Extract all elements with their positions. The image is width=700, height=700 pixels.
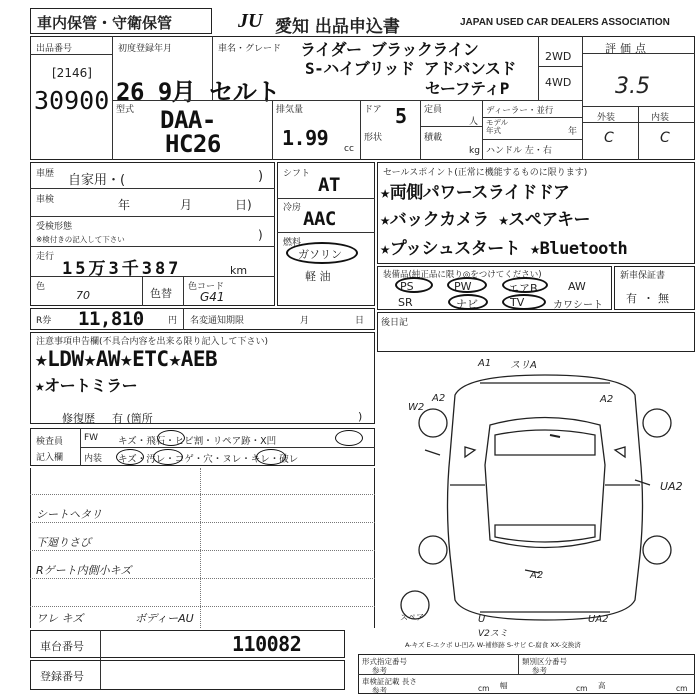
mileage-value: 15万3千387 [62,259,182,279]
registration-value: 26 9月 セルト [116,78,280,106]
width-cm: cm [576,684,588,693]
selling-points-label: セールスポイント(正常に機能するものに限ります) [383,168,588,178]
transfer-label: 名変通知期限 [190,316,245,326]
test-close: ) [258,228,263,242]
form-title: 愛知 出品申込書 [275,17,400,37]
lot-label: 出品番号 [36,44,73,54]
equipment-aw: AW [568,280,586,293]
category-label: 類別区分番号 [522,657,567,666]
warranty-yes: 有 [626,292,637,305]
notes-line1: ★LDW★AW★ETC★AEB [35,347,218,371]
exterior-label: 外装 [597,113,616,123]
warranty-no: 無 [658,292,669,305]
shift-label: シフト [283,169,311,179]
frame-number-value: 110082 [232,632,302,656]
entry-label: 記入欄 [36,453,64,463]
engine-unit: cc [344,144,354,154]
inspection-day: 日) [235,198,252,212]
doors-label: ドア [364,105,382,115]
equipment-sr: SR [398,296,413,309]
ju-logo: JU [238,10,263,32]
length-ref: 参考 [372,686,387,695]
mark-suri-a: スリA [510,360,537,371]
interior-grade: C [660,130,670,146]
reg-number-label: 登録番号 [40,670,84,683]
repair-value: 有 (箇所 [112,412,153,425]
history-close: ) [258,169,264,184]
format-label: 形式指定番号 [362,657,407,666]
equipment-pw: PW [454,280,472,293]
fw-title: FW [84,433,99,443]
after-notes-section [377,312,695,352]
transfer-day: 日 [355,316,365,326]
fuel-diesel: 軽 油 [305,270,331,283]
mark-ua2-right: UA2 [660,480,683,493]
shift-value: AT [318,174,340,196]
height-cm: cm [676,684,688,693]
selling-point-3: ★プッシュスタート ★Bluetooth [380,239,628,259]
equipment-ps: PS [400,280,414,293]
width-label: 幅 [500,681,508,690]
color-code-label: 色コード [188,282,225,292]
comment-glass: ワレ キズ [36,612,84,625]
car-name-line1: ライダー ブラックライン [300,40,479,59]
capacity-label: 定員 [424,105,443,115]
grade-label: 評価点 [605,42,650,55]
inspection-year: 年 [118,198,131,212]
length-cm: cm [478,684,490,693]
lot-sub-number: [2146] [52,66,92,80]
interior-label: 内装 [651,113,670,123]
drive-4wd: 4WD [545,76,572,89]
test-note: ※検付きの記入して下さい [36,235,125,244]
ac-value: AAC [303,208,336,230]
mark-u-bottom: U [478,614,486,625]
inspection-label: 車検 [36,195,55,205]
selling-point-1: ★両側パワースライドドア [380,183,570,203]
notes-line2: ★オートミラー [35,376,138,395]
comment-seat: シートヘタリ [36,508,102,521]
circle-airbag [502,277,548,293]
recycle-label: R券 [36,316,52,326]
mark-v2: V2スミ [478,629,508,639]
mark-a2-right: A2 [600,394,614,405]
test-label: 受検形態 [36,222,73,232]
category-ref: 参考 [532,666,547,675]
registration-label: 初度登録年月 [118,44,173,54]
interior-title: 内装 [84,454,103,464]
comment-rgate: Rゲート内側小キズ [36,564,132,577]
association-name: JAPAN USED CAR DEALERS ASSOCIATION [460,17,670,28]
history-value: 自家用・( [68,173,126,188]
storage-tag-text: 車内保管・守衛保管 [37,14,173,32]
transfer-month: 月 [300,316,310,326]
height-label: 高 [598,681,606,690]
length-label: 車検証記載 長さ [362,677,417,686]
format-ref: 参考 [372,666,387,675]
interior-items: キズ・汚レ・コゲ・穴・ヌレ・キレ・破レ [118,454,299,465]
engine-value: 1.99 [282,126,329,150]
color-label: 色 [36,282,46,292]
handle-option: ハンドル 左・右 [486,146,552,156]
color-change-label: 色替 [150,287,172,300]
inspector-label: 検査員 [36,437,64,447]
circle-ps [395,277,433,293]
damage-legend: A-キズ E-エクボ U-凹み W-補修跡 S-サビ C-腐食 XX-交換済 [405,641,581,649]
equipment-tv: TV [510,296,525,309]
color-value: 70 [76,289,90,302]
doors-value: 5 [395,104,407,128]
model-year-label: モデル年式 [486,118,509,135]
recycle-unit: 円 [168,316,178,326]
circle-pw [447,277,487,293]
grade-value: 3.5 [615,74,650,99]
warranty-label: 新車保証書 [620,271,666,281]
repair-label: 修復歴 [62,412,95,425]
capacity-unit: 人 [469,117,479,127]
mark-a1-top: A1 [478,358,492,369]
fuel-gasoline: ガソリン [298,248,342,261]
load-label: 積載 [424,133,443,143]
car-name-label: 車名・グレード [218,44,282,54]
equipment-airbag: エアB [508,282,538,295]
selling-point-2: ★バックカメラ ★スペアキー [380,210,591,230]
mark-w2-left: W2 [408,402,425,413]
equipment-navi: ナビ [456,298,478,311]
history-label: 車歴 [36,169,55,179]
fw-items: キズ・飛石・ヒビ割・リペア跡・X凹 [118,436,277,447]
mark-a2-bottom: A2 [530,570,544,581]
equipment-label: 装備品(純正品に限り◎をつけてください) [383,270,542,280]
mark-ua2-bottom: UA2 [588,614,609,625]
model-label: 型式 [116,105,135,115]
model-line1: DAA- [160,106,216,134]
model-line2: HC26 [165,130,221,158]
equipment-seat: カワシート [553,300,603,311]
drive-2wd: 2WD [545,50,572,63]
load-unit: kg [469,146,480,156]
notes-label: 注意事項申告欄(不具合内容を出来る限り記入して下さい) [36,337,269,347]
recycle-value: 11,810 [78,308,144,330]
circle-navi [448,294,488,310]
mileage-label: 走行 [36,252,55,262]
mileage-unit: km [230,264,248,277]
spare-label: スペア [400,613,424,622]
lot-number: 30900 [34,86,110,115]
color-code-value: G41 [200,290,225,304]
model-year-unit: 年 [568,127,578,137]
comment-body: ボディーAU [135,612,194,625]
mark-a2-left: A2 [432,393,446,404]
after-notes-label: 後日記 [381,318,409,328]
engine-label: 排気量 [276,105,304,115]
exterior-grade: C [604,130,614,146]
comment-underbody: 下廻りさび [36,536,91,549]
car-name-line3: セーフティP [425,79,509,98]
circle-tv [502,294,546,310]
fuel-label: 燃料 [283,238,302,248]
ac-label: 冷房 [283,203,302,213]
inspection-month: 月 [180,198,193,212]
dealer-option: ディーラー・並行 [486,106,554,116]
frame-number-label: 車台番号 [40,640,84,653]
car-name-line2: S-ハイブリッド アドバンスド [305,59,516,78]
shape-label: 形状 [364,133,383,143]
